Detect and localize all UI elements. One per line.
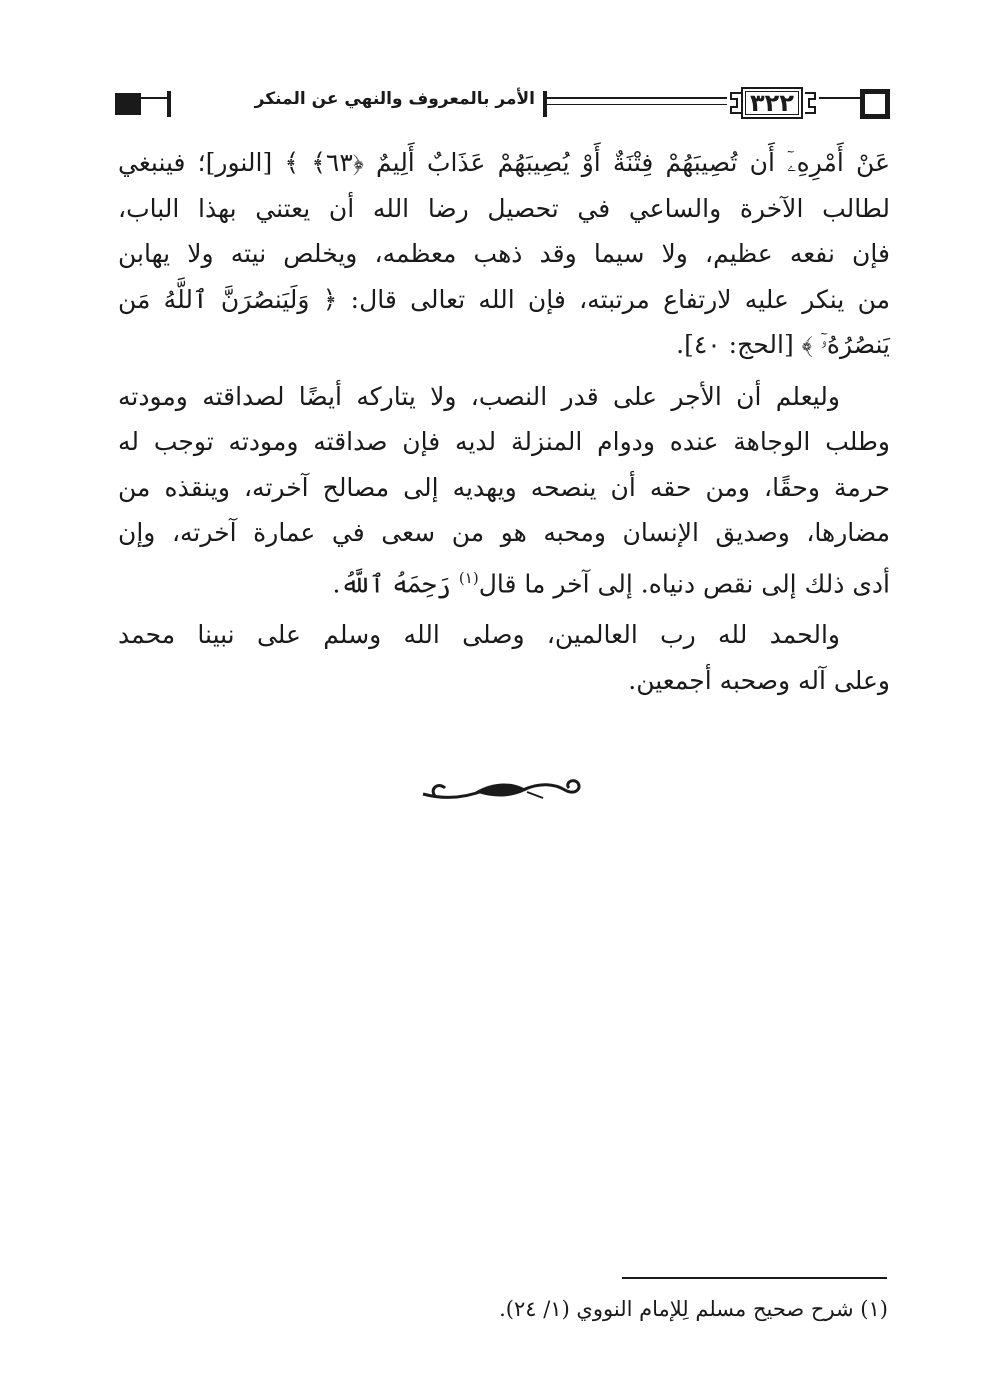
header-rule-middle: [547, 97, 727, 99]
text-line: والحمد لله رب العالمين، وصلى الله وسلم على نبينا محمد: [118, 620, 840, 650]
text-line: عَنْ أَمْرِهِۦٓ أَن تُصِيبَهُمْ فِتْنَةٌ أَوْ يُصِيبَهُمْ عَذَابٌ أَلِيمٌ ﴿٦٣﴾ ﴾ [النور]؛ فينبغي: [118, 148, 890, 177]
text-line: وليعلم أن الأجر على قدر النصب، ولا يتاركه أيضًا لصداقته ومودته: [118, 381, 840, 411]
closing-ornament-icon: [415, 770, 590, 812]
page-number: ٣٢٢: [741, 87, 803, 119]
running-title: الأمر بالمعروف والنهي عن المنكر: [254, 89, 535, 109]
text-line: وعلى آله وصحبه أجمعين.: [628, 665, 890, 695]
paragraph-2: [118, 374, 890, 607]
frame-ornament-icon: [805, 90, 819, 116]
text-line: من ينكر عليه لارتفاع مرتبته، فإن الله تعالى قال: ﴿ وَلَيَنصُرَنَّ ٱللَّهُ مَن: [118, 284, 890, 314]
text-line: وطلب الوجاهة عنده ودوام المنزلة لديه فإن صداقته ومودته توجب له: [118, 427, 890, 456]
honorific: رَحِمَهُ ٱللَّهُ.: [332, 568, 459, 598]
header-bar: [167, 91, 171, 117]
footnote: (١) شرح صحيح مسلم لِلإمام النووي (١/ ٢٤).: [499, 1297, 888, 1321]
header-square-ornament: [860, 89, 890, 119]
main-text: [118, 140, 890, 709]
text-line: مضارها، وصديق الإنسان ومحبه هو من سعى في عمارة آخرته، وإن: [118, 518, 890, 547]
frame-ornament-icon: [727, 90, 741, 116]
paragraph-3: [118, 612, 890, 703]
text-line: يَنصُرُهُۥٓ ﴾ [الحج: ٤٠].: [676, 330, 890, 359]
text-line-part: أدى ذلك إلى نقص دنياه. إلى آخر ما قال: [478, 568, 890, 598]
footnote-rule: [622, 1277, 887, 1279]
footnote-marker[interactable]: (١): [458, 568, 479, 587]
page-header: [115, 86, 890, 122]
text-line: [118, 556, 890, 607]
paragraph-1: [118, 140, 890, 368]
header-rule-right: [819, 97, 860, 99]
header-rule-left: [141, 97, 167, 99]
text-line: فإن نفعه عظيم، ولا سيما وقد ذهب معظمه، ويخلص نيته ولا يهابن: [118, 239, 890, 268]
text-line: حرمة وحقًا، ومن حقه أن ينصحه ويهديه إلى مصالح آخرته، وينقذه من: [118, 472, 890, 502]
text-line: لطالب الآخرة والساعي في تحصيل رضا الله أن يعتني بهذا الباب،: [118, 193, 890, 223]
header-rule-middle-thin: [547, 104, 727, 105]
header-block-ornament: [115, 93, 141, 115]
page-number-frame: [727, 86, 819, 122]
